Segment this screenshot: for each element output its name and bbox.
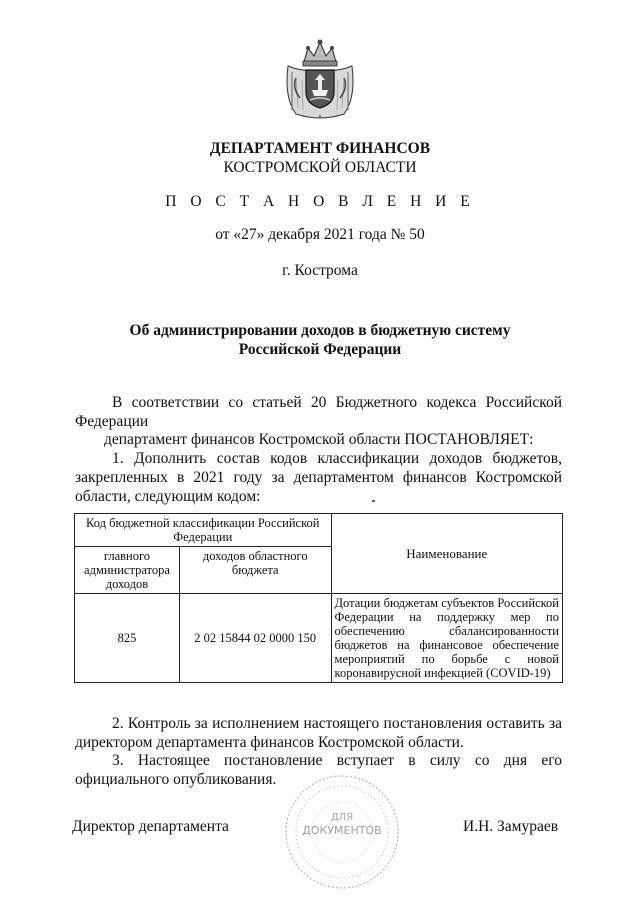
table-cell-admin-code: 825 [75, 594, 180, 683]
document-date-number: от «27» декабря 2021 года № 50 [215, 226, 425, 243]
signatory-name: И.Н. Замураев [463, 818, 559, 835]
table-cell-name: Дотации бюджетам субъектов Российской Федерации на поддержку мер по обеспечению сбалансированности бюджетов на финансовое обеспечение мероприятий по борьбе с новой коронавирусной инфекцией (COVID-19) [331, 594, 562, 683]
scan-speck [372, 500, 375, 502]
table-row [75, 594, 563, 683]
svg-text:✦: ✦ [317, 114, 323, 120]
coat-of-arms-emblem [282, 38, 358, 122]
paragraph-resolves: департамент финансов Костромской области ПОСТАНОВЛЯЕТ: [104, 431, 534, 448]
budget-code-table [74, 513, 563, 683]
document-type: П О С Т А Н О В Л Е Н И Е [165, 193, 475, 210]
table-header-row [75, 514, 563, 547]
table-cell-income-code: 2 02 15844 02 0000 150 [179, 594, 331, 683]
stamp-text-main: ДОКУМЕНТОВ [302, 824, 382, 837]
stamp-text-top: ДЛЯ [330, 812, 354, 823]
document-city: г. Кострома [282, 262, 358, 279]
table-header-admin: главного администратора доходов [75, 547, 180, 594]
document-title-line2: Российской Федерации [238, 341, 402, 358]
table-header-income: доходов областного бюджета [179, 547, 331, 594]
department-name-line1: ДЕПАРТАМЕНТ ФИНАНСОВ [209, 140, 431, 157]
document-title-line1: Об администрировании доходов в бюджетную систему [129, 322, 511, 339]
paragraph-item-2: 2. Контроль за исполнением настоящего постановления оставить за директором департамента финансов Костромской области. [75, 715, 562, 751]
signatory-position: Директор департамента [72, 818, 229, 835]
table-group-header: Код бюджетной классификации Российской Федерации [75, 514, 332, 547]
table-header-name: Наименование [331, 514, 562, 594]
paragraph-item-1: 1. Дополнить состав кодов классификации доходов бюджетов, закрепленных в 2021 году за департаментом финансов Костромской области, следующим кодом: [75, 450, 562, 505]
document-stamp [282, 772, 402, 892]
paragraph-basis: В соответствии со статьей 20 Бюджетного кодекса Российской Федерации [75, 394, 562, 430]
paragraph-item-3: 3. Настоящее постановление вступает в силу со дня его официального опубликования. [75, 752, 562, 788]
department-name-line2: КОСТРОМСКОЙ ОБЛАСТИ [223, 159, 417, 176]
